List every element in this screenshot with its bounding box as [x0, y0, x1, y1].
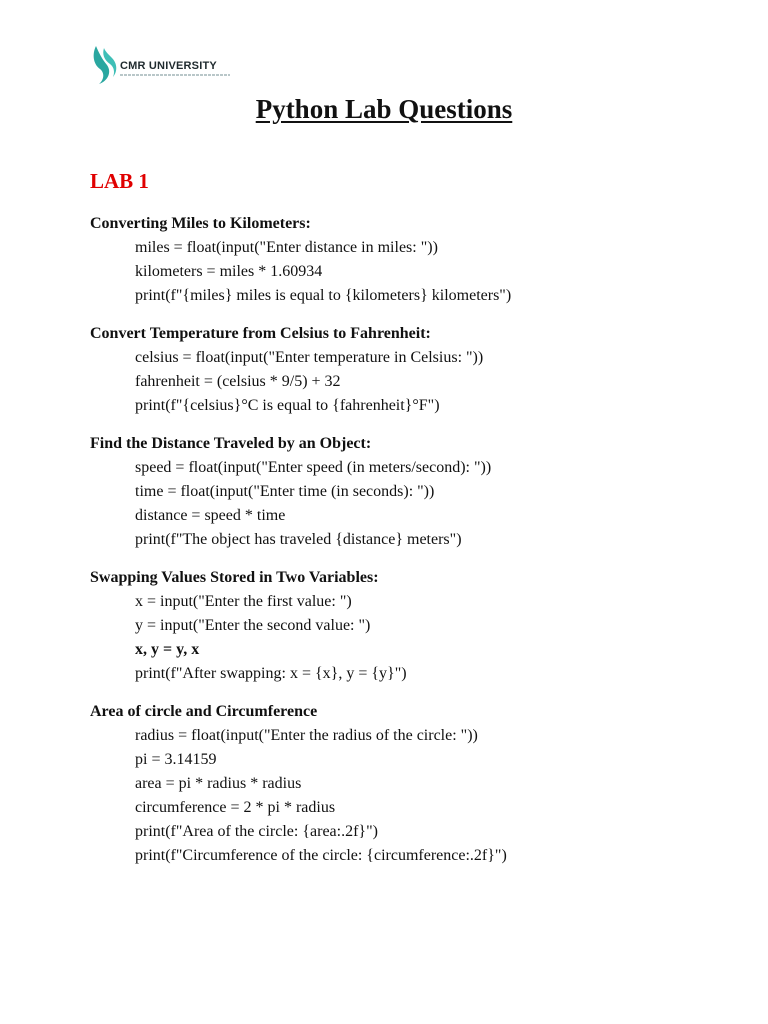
- code-line-emphasized: x, y = y, x: [135, 641, 200, 658]
- code-line: time = float(input("Enter time (in seconds): ")): [135, 483, 435, 500]
- section-miles-to-km: [90, 212, 730, 308]
- section-swapping-values: [90, 566, 730, 686]
- section-title: Swapping Values Stored in Two Variables:: [90, 569, 379, 586]
- section-title: Convert Temperature from Celsius to Fahrenheit:: [90, 325, 431, 342]
- code-line: circumference = 2 * pi * radius: [135, 799, 336, 816]
- cmr-logo-icon: [90, 44, 118, 86]
- section-title: Converting Miles to Kilometers:: [90, 215, 311, 232]
- code-line: print(f"After swapping: x = {x}, y = {y}"): [135, 665, 407, 682]
- section-title: Area of circle and Circumference: [90, 703, 318, 720]
- code-line: x = input("Enter the first value: "): [135, 593, 352, 610]
- lab-content: [90, 212, 730, 882]
- code-line: print(f"{celsius}°C is equal to {fahrenheit}°F"): [135, 397, 440, 414]
- logo-tagline: [120, 74, 230, 76]
- code-line: print(f"Circumference of the circle: {circumference:.2f}"): [135, 847, 507, 864]
- lab-heading: LAB 1: [90, 169, 149, 193]
- code-line: speed = float(input("Enter speed (in meters/second): ")): [135, 459, 492, 476]
- section-celsius-to-fahrenheit: [90, 322, 730, 418]
- code-line: radius = float(input("Enter the radius of the circle: ")): [135, 727, 478, 744]
- logo-text: CMR UNIVERSITY: [120, 59, 217, 72]
- section-title: Find the Distance Traveled by an Object:: [90, 435, 372, 452]
- section-distance-traveled: [90, 432, 730, 552]
- code-line: print(f"Area of the circle: {area:.2f}"): [135, 823, 378, 840]
- code-line: y = input("Enter the second value: "): [135, 617, 371, 634]
- code-line: print(f"{miles} miles is equal to {kilometers} kilometers"): [135, 287, 512, 304]
- code-line: miles = float(input("Enter distance in miles: ")): [135, 239, 438, 256]
- code-line: area = pi * radius * radius: [135, 775, 302, 792]
- section-circle-area: [90, 700, 730, 868]
- code-line: pi = 3.14159: [135, 751, 217, 768]
- code-line: print(f"The object has traveled {distance} meters"): [135, 531, 462, 548]
- code-line: distance = speed * time: [135, 507, 286, 524]
- page-title: Python Lab Questions: [255, 94, 513, 124]
- code-line: kilometers = miles * 1.60934: [135, 263, 323, 280]
- code-line: fahrenheit = (celsius * 9/5) + 32: [135, 373, 341, 390]
- university-logo: [90, 44, 230, 86]
- code-line: celsius = float(input("Enter temperature in Celsius: ")): [135, 349, 484, 366]
